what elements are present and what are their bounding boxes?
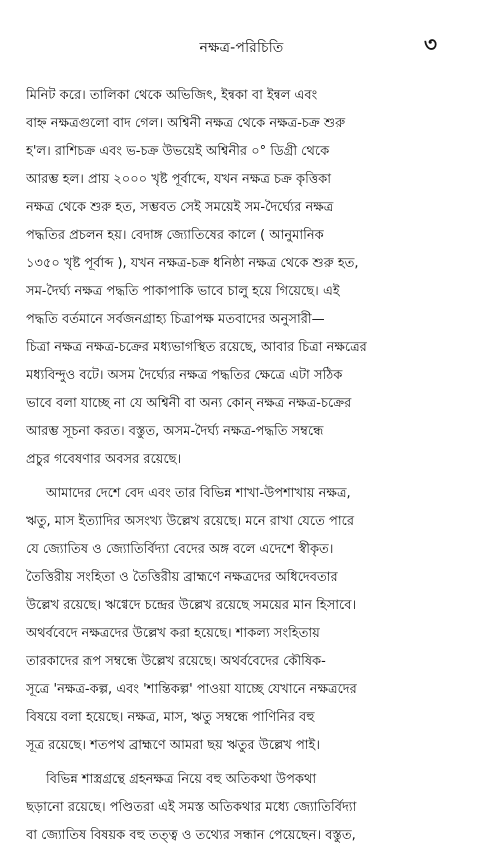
text-line: অথর্ববেদে নক্ষত্রদের উল্লেখ করা হয়েছে। শাকল্য সংহিতায় [26, 626, 320, 641]
text-line: পদ্ধতি বর্তমানে সর্বজনগ্রাহ্য চিত্রাপক্ষ মতবাদের অনুসারী— [26, 312, 325, 327]
text-line: সূত্রে 'নক্ষত্র-কল্প, এবং 'শান্তিকল্প' পাওয়া যাচ্ছে যেখানে নক্ষত্রদের [26, 682, 357, 697]
text-line: ভাবে বলা যাচ্ছে না যে অশ্বিনী বা অন্য কোন্ নক্ষত্র নক্ষত্র-চক্রের [26, 396, 352, 411]
text-line: যে জ্যোতিষ ও জ্যোতির্বিদ্যা বেদের অঙ্গ বলে এদেশে স্বীকৃত। [26, 542, 334, 557]
paragraph-2 [26, 480, 458, 760]
text-line: বিভিন্ন শাস্ত্রগ্রন্থে গ্রহনক্ষত্র নিয়ে বহু অতিকথা উপকথা [46, 772, 317, 787]
text-line: সূত্র রয়েছে। শতপথ ব্রাহ্মণে আমরা ছয় ঋতুর উল্লেখ পাই। [26, 738, 320, 753]
text-line: আরম্ভ হল। প্রায় ২০০০ খৃষ্ট পূর্বাব্দে, যখন নক্ষত্র চক্র কৃত্তিকা [26, 172, 332, 187]
paragraph-1 [26, 82, 458, 474]
page-number: ৩ [423, 32, 437, 56]
paragraph-3 [26, 766, 458, 850]
text-line: পদ্ধতির প্রচলন হয়। বেদাঙ্গ জ্যোতিষের কালে ( আনুমানিক [26, 228, 324, 243]
text-line: তারকাদের রূপ সম্বন্ধে উল্লেখ রয়েছে। অথর্ববেদের কৌষিক- [26, 654, 326, 669]
text-line: চিত্রা নক্ষত্র নক্ষত্র-চক্রের মধ্যভাগস্থিত রয়েছে, আবার চিত্রা নক্ষত্রের [26, 340, 367, 355]
page-header [0, 26, 483, 66]
text-line: নক্ষত্র থেকে শুরু হত, সম্ভবত সেই সময়েই সম-দৈর্ঘ্যের নক্ষত্র [26, 200, 334, 215]
text-line: প্রচুর গবেষণার অবসর রয়েছে। [26, 452, 182, 467]
text-line: ঋতু, মাস ইত্যাদির অসংখ্য উল্লেখ রয়েছে। মনে রাখা যেতে পারে [26, 514, 354, 529]
text-line: উল্লেখ রয়েছে। ঋগ্বেদে চন্দ্রের উল্লেখ রয়েছে সময়ের মান হিসাবে। [26, 598, 357, 613]
text-line: সম-দৈর্ঘ্য নক্ষত্র পদ্ধতি পাকাপাকি ভাবে চালু হয়ে গিয়েছে। এই [26, 284, 340, 299]
text-line: ছড়ানো রয়েছে। পণ্ডিতরা এই সমস্ত অতিকথার মধ্যে জ্যোতির্বিদ্যা [26, 800, 357, 815]
running-title: নক্ষত্র-পরিচিতি [199, 40, 284, 56]
text-line: হ'ল। রাশিচক্র এবং ভ-চক্র উভয়েই অশ্বিনীর ০° ডিগ্রী থেকে [26, 144, 330, 159]
text-line: বিষয়ে বলা হয়েছে। নক্ষত্র, মাস, ঋতু সম্বন্ধে পাণিনির বহু [26, 710, 315, 725]
text-line: ১৩৫০ খৃষ্ট পূর্বাব্দ ), যখন নক্ষত্র-চক্র ধনিষ্ঠা নক্ষত্র থেকে শুরু হত, [26, 256, 359, 271]
body-text [26, 82, 458, 850]
text-line: মধ্যবিন্দুও বটে। অসম দৈর্ঘ্যের নক্ষত্র পদ্ধতির ক্ষেত্রে এটা সঠিক [26, 368, 343, 383]
text-line: তৈত্তিরীয় সংহিতা ও তৈত্তিরীয় ব্রাহ্মণে নক্ষত্রদের অধিদেবতার [26, 570, 338, 585]
text-line: মিনিট করে। তালিকা থেকে অভিজিৎ, ইন্বকা বা ইন্বল এবং [26, 88, 318, 103]
text-line: বাহ্ন নক্ষত্রগুলো বাদ গেল। অশ্বিনী নক্ষত্র থেকে নক্ষত্র-চক্র শুরু [26, 116, 346, 131]
text-line: আমাদের দেশে বেদ এবং তার বিভিন্ন শাখা-উপশাখায় নক্ষত্র, [46, 486, 351, 501]
text-line: আরম্ভ সূচনা করত। বস্তুত, অসম-দৈর্ঘ্য নক্ষত্র-পদ্ধতি সম্বন্ধে [26, 424, 324, 439]
text-line: বা জ্যোতিষ বিষয়ক বহু তত্ত্ব ও তথ্যের সন্ধান পেয়েছেন। বস্তুত, [26, 828, 356, 843]
